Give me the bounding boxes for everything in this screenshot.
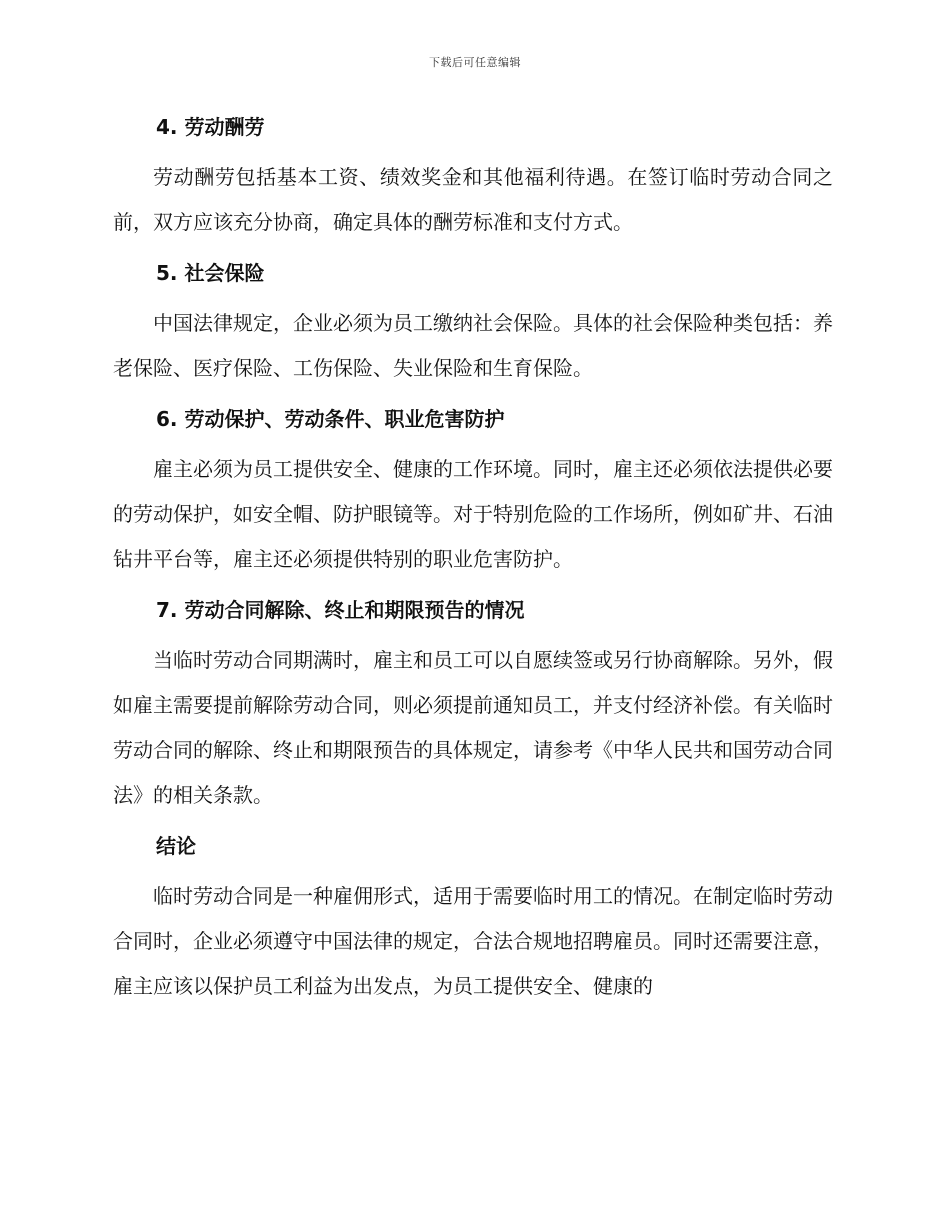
section-heading-contract-termination: 7. 劳动合同解除、终止和期限预告的情况	[156, 598, 525, 622]
section-paragraph-social-insurance: 中国法律规定，企业必须为员工缴纳社会保险。具体的社会保险种类包括：养老保险、医疗保险、工伤保险、失业保险和生育保险。	[113, 311, 833, 380]
section-paragraph-contract-termination: 当临时劳动合同期满时，雇主和员工可以自愿续签或另行协商解除。另外，假如雇主需要提前解除劳动合同，则必须提前通知员工，并支付经济补偿。有关临时劳动合同的解除、终止和期限预告的具体规定，请参考《中华人民共和国劳动合同法》的相关条款。	[113, 648, 833, 807]
section-heading-labor-pay: 4. 劳动酬劳	[156, 115, 265, 139]
section-paragraph-conclusion: 临时劳动合同是一种雇佣形式，适用于需要临时用工的情况。在制定临时劳动合同时，企业必须遵守中国法律的规定，合法合规地招聘雇员。同时还需要注意，雇主应该以保护员工利益为出发点，为员工提供安全、健康的	[113, 884, 833, 998]
document-body	[113, 110, 833, 1009]
section-heading-labor-protection: 6. 劳动保护、劳动条件、职业危害防护	[156, 407, 505, 431]
page-header: 下载后可任意编辑	[429, 56, 521, 69]
section-heading-social-insurance: 5. 社会保险	[156, 261, 265, 285]
section-heading-conclusion: 结论	[156, 834, 196, 858]
section-paragraph-labor-protection: 雇主必须为员工提供安全、健康的工作环境。同时，雇主还必须依法提供必要的劳动保护，如安全帽、防护眼镜等。对于特别危险的工作场所，例如矿井、石油钻井平台等，雇主还必须提供特别的职业危害防护。	[113, 457, 833, 571]
section-paragraph-labor-pay: 劳动酬劳包括基本工资、绩效奖金和其他福利待遇。在签订临时劳动合同之前，双方应该充分协商，确定具体的酬劳标准和支付方式。	[113, 165, 833, 234]
